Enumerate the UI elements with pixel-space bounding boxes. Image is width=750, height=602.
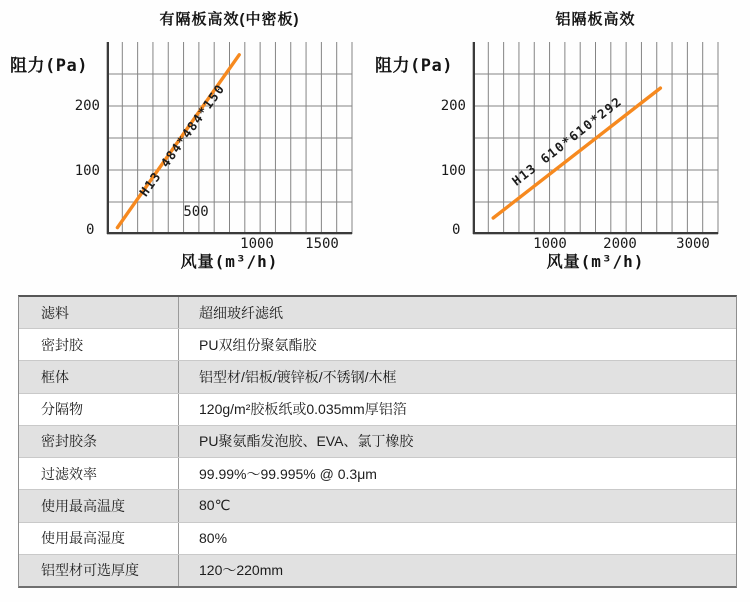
plot-grid-and-line <box>107 42 352 234</box>
table-row <box>19 328 736 360</box>
table-row <box>19 457 736 489</box>
y-tick: 200 <box>74 98 100 114</box>
spec-label: 铝型材可选厚度 <box>19 555 179 586</box>
spec-label: 使用最高温度 <box>19 490 179 521</box>
origin-tick: 0 <box>452 222 461 238</box>
spec-label: 使用最高湿度 <box>19 523 179 554</box>
spec-label: 密封胶 <box>19 329 179 360</box>
spec-value: 120～220mm <box>199 562 284 579</box>
y-tick: 100 <box>440 163 466 179</box>
x-tick: 1500 <box>305 236 339 252</box>
plot-grid-and-line <box>473 42 718 234</box>
chart-aluminum-separator <box>375 0 750 290</box>
plot-area <box>107 42 352 234</box>
spec-value: 80% <box>199 530 228 547</box>
x-tick: 1000 <box>240 236 274 252</box>
table-row <box>19 360 736 392</box>
spec-value: 120g/m²胶板纸或0.035mm厚铝箔 <box>199 401 407 418</box>
spec-value: 99.99%～99.995% @ 0.3μm <box>199 465 377 482</box>
origin-tick: 0 <box>86 222 95 238</box>
x-tick: 1000 <box>533 236 567 252</box>
x-tick: 500 <box>183 204 209 220</box>
spec-label: 密封胶条 <box>19 426 179 457</box>
spec-table <box>18 295 737 588</box>
spec-value: 80℃ <box>199 497 231 514</box>
spec-label: 滤料 <box>19 297 179 328</box>
chart-title: 铝隔板高效 <box>555 11 636 28</box>
table-row <box>19 554 736 586</box>
y-tick: 200 <box>440 98 466 114</box>
y-axis-label: 阻力(Pa) <box>10 56 88 76</box>
x-tick: 2000 <box>603 236 637 252</box>
spec-value: PU双组份聚氨酯胶 <box>199 336 317 353</box>
spec-label: 过滤效率 <box>19 458 179 489</box>
spec-value: 超细玻纤滤纸 <box>199 304 283 321</box>
spec-value: PU聚氨酯发泡胶、EVA、氯丁橡胶 <box>199 433 414 450</box>
x-tick: 3000 <box>676 236 710 252</box>
spec-value: 铝型材/铝板/镀锌板/不锈钢/木框 <box>199 369 397 386</box>
spec-label: 分隔物 <box>19 394 179 425</box>
table-row <box>19 297 736 328</box>
plot-area <box>473 42 718 234</box>
chart-title: 有隔板高效(中密板) <box>159 11 300 28</box>
y-axis-label: 阻力(Pa) <box>375 56 453 76</box>
table-row <box>19 489 736 521</box>
series-label: H13 610*610*292 <box>509 93 625 189</box>
table-row <box>19 393 736 425</box>
series-label: H13 484*484*150 <box>136 80 228 200</box>
x-axis-label: 风量(m³/h) <box>180 252 279 271</box>
spec-label: 框体 <box>19 361 179 392</box>
table-row <box>19 522 736 554</box>
chart-with-separator <box>0 0 375 290</box>
y-tick: 100 <box>74 163 100 179</box>
x-axis-label: 风量(m³/h) <box>546 252 645 271</box>
table-row <box>19 425 736 457</box>
